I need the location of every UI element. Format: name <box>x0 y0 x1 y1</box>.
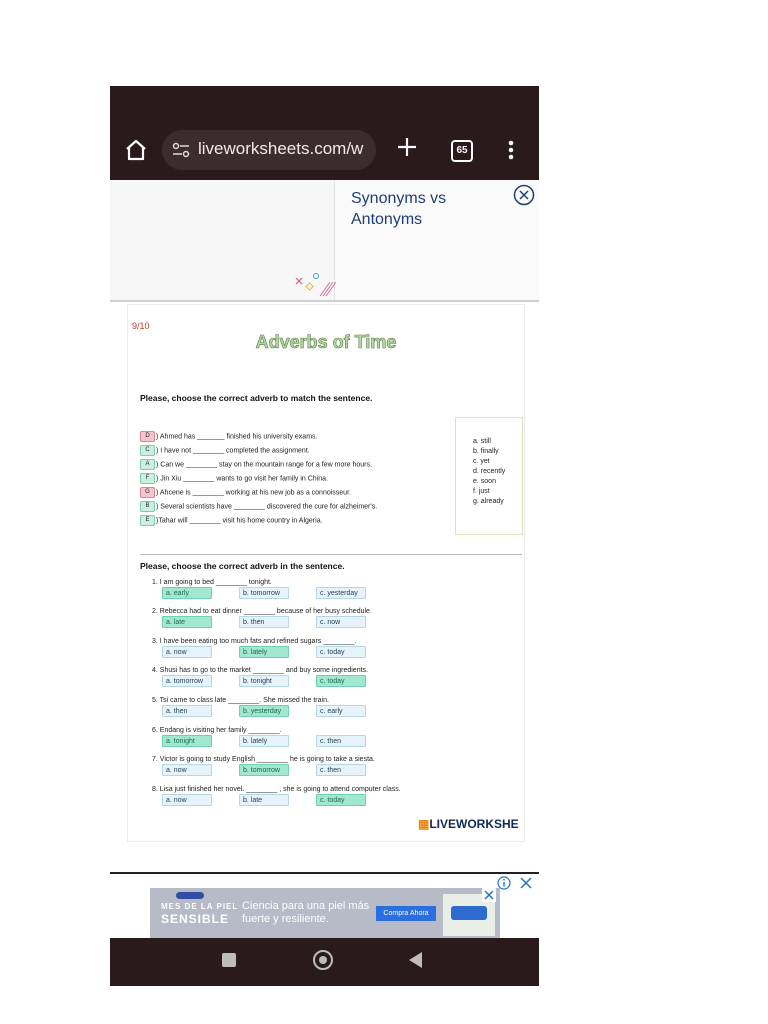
choice-option[interactable]: b. tomorrow <box>239 587 289 599</box>
home-icon[interactable] <box>124 138 148 162</box>
section2-instruction: Please, choose the correct adverb in the sentence. <box>140 561 345 571</box>
sentence-text: ) Ahcene is ________ working at his new job as a connoisseur. <box>156 489 351 497</box>
close-ad-icon[interactable] <box>519 876 533 890</box>
back-icon[interactable] <box>409 952 422 968</box>
top-ad-banner[interactable] <box>110 180 539 302</box>
choice-option[interactable]: c. today <box>316 675 366 687</box>
address-bar[interactable] <box>162 130 376 170</box>
liveworksheets-logo[interactable] <box>418 817 519 831</box>
sentence-row <box>140 515 323 526</box>
answer-box[interactable]: D <box>140 431 155 442</box>
new-tab-icon[interactable] <box>396 136 418 158</box>
answer-box[interactable]: B <box>140 501 155 512</box>
sentence-text: ) Can we ________ stay on the mountain range for a few more hours. <box>156 461 372 469</box>
recents-icon[interactable] <box>222 953 236 967</box>
page-indicator: 9/10 <box>132 321 150 331</box>
choice-option[interactable]: b. then <box>239 616 289 628</box>
choice-option[interactable]: a. then <box>162 705 212 717</box>
url-text[interactable]: liveworksheets.com/w <box>198 139 364 158</box>
sentence-text: )Tahar will ________ visit his home country in Algeria. <box>156 517 323 525</box>
phone-screen <box>110 86 539 986</box>
sentence-row <box>140 501 377 512</box>
sentence-text: ) Ahmed has _______ finished his university exams. <box>156 433 318 441</box>
option-item: a. still <box>473 438 491 445</box>
sentence-text: ) Jin Xiu ________ wants to go visit her family in China. <box>156 475 328 483</box>
choice-option[interactable]: c. today <box>316 646 366 658</box>
question-text: 8. Lisa just finished her novel. ________ , she is going to attend computer class. <box>152 786 401 793</box>
choice-option[interactable]: a. tomorrow <box>162 675 212 687</box>
ad-image-area <box>110 180 335 300</box>
ad-cta-button[interactable]: Compra Ahora <box>376 906 436 921</box>
answer-box[interactable]: E <box>140 515 155 526</box>
site-settings-icon[interactable] <box>172 142 190 158</box>
choice-option[interactable]: a. now <box>162 646 212 658</box>
option-item: b. finally <box>473 448 499 455</box>
choice-option[interactable]: b. tonight <box>239 675 289 687</box>
option-item: c. yet <box>473 458 490 465</box>
product-box-icon <box>451 906 487 920</box>
choice-option[interactable]: a. tonight <box>162 735 212 747</box>
close-ad-icon[interactable] <box>513 184 535 206</box>
choice-option[interactable]: b. lately <box>239 735 289 747</box>
sentence-text: ) Several scientists have ________ discovered the cure for alzheimer's. <box>156 503 378 511</box>
choice-option[interactable]: c. today <box>316 794 366 806</box>
brand-logo-icon <box>176 892 204 899</box>
sentence-row <box>140 445 310 456</box>
question-text: 7. Victor is going to study English ________ he is going to take a siesta. <box>152 756 375 763</box>
sentence-row <box>140 431 317 442</box>
bottom-ad-banner[interactable] <box>110 872 539 940</box>
logo-mark-icon: ▦ <box>418 817 430 831</box>
question-text: 6. Endang is visiting her family ________. <box>152 727 282 734</box>
home-nav-icon[interactable] <box>313 950 333 970</box>
question-text: 1. I am going to bed ________ tonight. <box>152 579 272 586</box>
question-text: 3. I have been eating too much fats and refined sugars ________. <box>152 638 357 645</box>
answer-box[interactable]: F <box>140 473 155 484</box>
answer-box[interactable]: G <box>140 487 155 498</box>
question-text: 2. Rebecca had to eat dinner ________ because of her busy schedule. <box>152 608 372 615</box>
option-item: f. just <box>473 488 490 495</box>
option-item: d. recently <box>473 468 506 475</box>
ad-creative[interactable] <box>150 888 500 940</box>
options-box <box>455 417 523 535</box>
more-options-icon[interactable] <box>508 140 514 160</box>
option-item: g. already <box>473 498 504 505</box>
choice-option[interactable]: a. early <box>162 587 212 599</box>
choice-option[interactable]: a. now <box>162 764 212 776</box>
close-banner-icon[interactable] <box>482 888 496 902</box>
sentence-row <box>140 459 372 470</box>
logo-text: LIVEWORKSHE <box>429 817 519 831</box>
decorative-shapes-icon <box>294 272 338 298</box>
choice-option[interactable]: c. then <box>316 735 366 747</box>
answer-box[interactable]: C <box>140 445 155 456</box>
tab-switcher-button[interactable]: 65 <box>451 140 473 162</box>
sentence-row <box>140 473 328 484</box>
choice-option[interactable]: c. yesterday <box>316 587 366 599</box>
section1-instruction: Please, choose the correct adverb to match the sentence. <box>140 393 373 403</box>
choice-option[interactable]: a. late <box>162 616 212 628</box>
ad-headline-1: MES DE LA PIEL <box>161 902 239 911</box>
answer-box[interactable]: A <box>140 459 155 470</box>
browser-toolbar <box>110 86 539 180</box>
home-nav-dot <box>319 956 327 964</box>
option-item: e. soon <box>473 478 496 485</box>
choice-option[interactable]: b. lately <box>239 646 289 658</box>
choice-option[interactable]: b. late <box>239 794 289 806</box>
sentence-row <box>140 487 351 498</box>
ad-headline-2: SENSIBLE <box>161 912 230 926</box>
sentence-text: ) I have not ________ completed the assignment. <box>156 447 310 455</box>
choice-option[interactable]: b. tomorrow <box>239 764 289 776</box>
system-navigation-bar <box>110 938 539 986</box>
choice-option[interactable]: c. then <box>316 764 366 776</box>
choice-option[interactable]: b. yesterday <box>239 705 289 717</box>
worksheet-title: Adverbs of Time <box>255 332 397 352</box>
question-text: 4. Shusi has to go to the market ________ and buy some ingredients. <box>152 667 368 674</box>
ad-title[interactable]: Synonyms vs Antonyms <box>351 190 447 228</box>
choice-option[interactable]: c. now <box>316 616 366 628</box>
choice-option[interactable]: c. early <box>316 705 366 717</box>
section-divider <box>140 554 522 555</box>
ad-tagline: Ciencia para una piel más fuerte y resiliente. <box>242 900 370 925</box>
choice-option[interactable]: a. now <box>162 794 212 806</box>
worksheet <box>127 304 525 842</box>
question-text: 5. Tsi came to class late ________. She missed the train. <box>152 697 329 704</box>
